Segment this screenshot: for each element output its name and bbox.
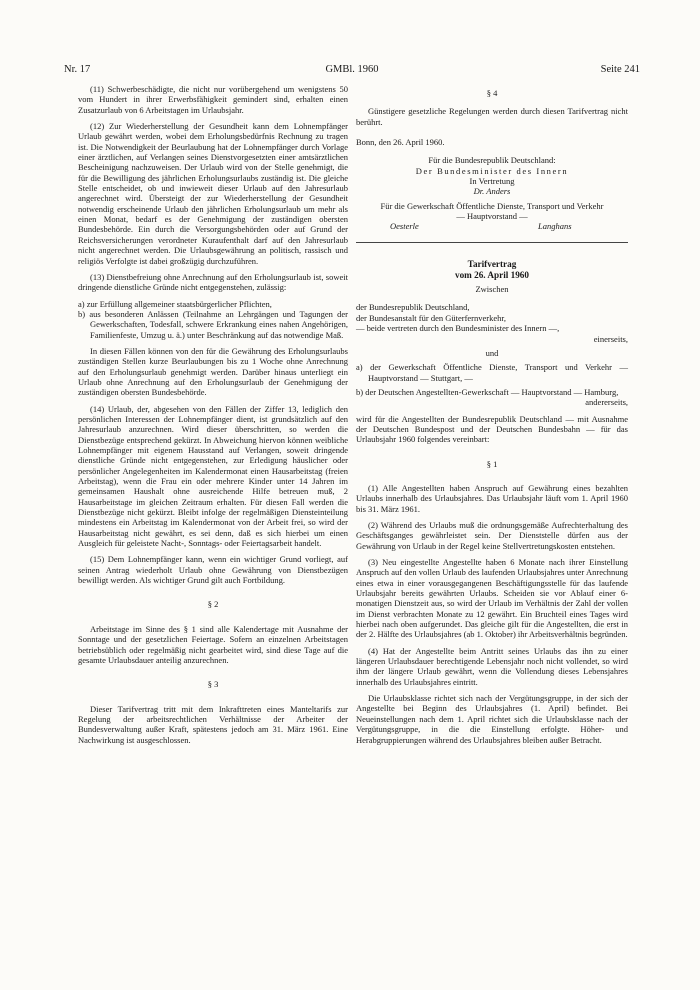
section-1-paragraph-2: (2) Während des Urlaubs muß die ordnungsgemäße Aufrechterhaltung des Geschäftsganges gewährleistet sein. Der Dienststelle dürfen aus der Gewährung von Urlaub in der Regel keine Stellvertretungskosten entstehen. xyxy=(356,519,628,551)
paragraph-13-item-a: a) zur Erfüllung allgemeiner staatsbürgerlicher Pflichten, xyxy=(78,298,272,309)
paragraph-11: (11) Schwerbeschädigte, die nicht nur vorübergehend um wenigstens 50 vom Hundert in ihrer Erwerbsfähigkeit gemindert sind, erhalten einen Zusatzurlaub von 6 Arbeitstagen im Urlaubsjahr. xyxy=(78,84,348,115)
section-3-text: Dieser Tarifvertrag tritt mit dem Inkrafttreten eines Manteltarifs zur Regelung der arbeitsrechtlichen Verhältnisse der Arbeiter der Bundesverwaltung außer Kraft, spätestens jedoch am 31. März 1961. Eine Nachwirkung ist ausgeschlossen. xyxy=(78,703,348,745)
page-number: Seite 241 xyxy=(600,64,640,75)
section-1-heading: § 1 xyxy=(486,458,498,469)
paragraph-12: (12) Zur Wiederherstellung der Gesundheit kann dem Lohnempfänger Urlaub gewährt werden, wobei dem Erholungsbedürfnis Rechnung zu tragen ist. Die Notwendigkeit der Beurlaubung hat der Lohnempfänger durch Vorlage einer ärztlichen, auf Verlangen seines Dienstvorgesetzten einer amtsärztlichen Bescheinigung nachzuweisen. Der Urlaub wird von der Stelle genehmigt, die für die Bewilligung des jährlichen Erholungsurlaubs zuständig ist. Die gleiche Stelle entscheidet, ob und inwieweit dieser Urlaub auf den Jahresurlaub angerechnet wird. Übersteigt der zur Wiederherstellung der Gesundheit notwendig erscheinende Urlaub den jährlichen Erholungsurlaub um mehr als einen Monat, bedarf es der Genehmigung der zuständigen obersten Bundesbehörde. Ein durch die Versorgungsbehörden oder auf Grund der Reichsversicherungen verordneter Kuraufenthalt darf auf den Jahresurlaub nicht angerechnet werden. Die Urlaubsgewährung an politisch, rassisch und religiös Verfolgte ist dabei großzügig durchzuführen. xyxy=(78,121,348,266)
signature-2-name-1: Oesterle xyxy=(390,221,419,232)
paragraph-15: (15) Dem Lohnempfänger kann, wenn ein wichtiger Grund vorliegt, auf seinen Antrag wiederholt Urlaub ohne Gewährung von Dienstbezügen bewilligt werden. Als wichtiger Grund gilt auch Fortbildung. xyxy=(78,554,348,586)
agreement-intro: wird für die Angestellten der Bundesrepublik Deutschland — mit Ausnahme der Deutschen Bundespost und der Deutschen Bundesbahn — für das Urlaubsjahr 1960 folgendes vereinbart: xyxy=(356,413,628,445)
signature-2-names xyxy=(356,221,628,232)
paragraph-13-continuation: In diesen Fällen können von den für die Gewährung des Erholungsurlaubs zuständigen Stellen kurze Beurlaubungen bis zu 1 Woche ohne Anrechnung auf den Erholungsurlaub genehmigt werden. Darüber hinaus unterliegt ein Urlaub ohne Anrechnung auf den Erholungsurlaub der Genehmigung der zuständigen obersten Bundesbehörde. xyxy=(78,345,348,398)
section-3-heading: § 3 xyxy=(207,679,219,690)
right-column xyxy=(356,84,628,751)
party-3: — beide vertreten durch den Bundesminister des Innern —, xyxy=(356,323,560,334)
page-header xyxy=(64,64,640,78)
signature-1-name: Dr. Anders xyxy=(473,186,511,197)
section-2-heading: § 2 xyxy=(207,599,219,610)
publication-name: GMBl. 1960 xyxy=(325,64,379,75)
section-1-paragraph-3: (3) Neu eingestellte Angestellte haben 6 Monate nach ihrer Einstellung Anspruch auf den vollen Urlaub des laufenden Urlaubsjahres unter Anrechnung eines etwa in einer vorausgegangenen Beschäftigungsstelle für das laufende Urlaubsjahr bereits gewährten Urlaubs. Scheiden sie vor Ablauf einer 6-monatigen Dienstzeit aus, so wird der Urlaub im Verhältnis der Zahl der vollen im Dienst verbrachten Monate zu 12 gewährt. Ein Bruchteil eines Tages wird hierbei nach oben aufgerundet. Das gleiche gilt für die Angestellten, die erst in der 2. Hälfte des Urlaubsjahres (ab 1. Oktober) ihr Arbeitsverhältnis begründen. xyxy=(356,557,628,640)
und-label: und xyxy=(485,347,499,358)
section-2-text: Arbeitstage im Sinne des § 1 sind alle Kalendertage mit Ausnahme der Sonntage und der gesetzlichen Feiertage. Sofern an einzelnen Arbeitstagen betriebsüblich oder regelmäßig nicht gearbeitet wird, sind diese Tage auf die gesamte Urlaubsdauer anteilig anzurechnen. xyxy=(78,623,348,665)
paragraph-14: (14) Urlaub, der, abgesehen von den Fällen der Ziffer 13, lediglich den persönlichen Interessen der Lohnempfänger dient, ist grundsätzlich auf den Jahresurlaub anzurechnen. Wird dieser überschritten, so werden die Dienstbezüge entsprechend gekürzt. In Abweichung hiervon können weibliche Lohnempfänger mit eigenem Hausstand auf Verlangen, soweit dringende dienstliche Gründe nicht entgegenstehen, zur Erledigung häuslicher oder persönlicher Angelegenheiten im Kalendermonat einen Hausarbeitstag (freien Arbeitstag), wenn die Frau ein oder mehrere Kinder unter 14 Jahren im gemeinsamen Haushalt ohne ausreichende Hilfe betreuen muß, 2 Hausarbeitstage im gleichen Zeitraum erhalten. Für diesen Fall werden die Dienstbezüge nicht gekürzt. Bleibt infolge der regelmäßigen Diensteinteilung mindestens ein Arbeitstag im Kalendermonat von der Arbeit frei, so wird der Hausarbeitstag nicht gewährt, es sei denn, daß es sich hierbei um einen Ausgleich für geleistete Nacht-, Sonntags- oder Feiertagsarbeit handelt. xyxy=(78,403,348,549)
section-1-paragraph-4: (4) Hat der Angestellte beim Antritt seines Urlaubs das ihn zu einer längeren Urlaubsdauer berechtigende Lebensjahr noch nicht vollendet, so wird ihm der längere Urlaub gewährt, wenn die Vollendung dieses Lebensjahres innerhalb des Urlaubsjahres eintritt. xyxy=(356,645,628,687)
section-4-heading: § 4 xyxy=(486,88,498,98)
signature-2-for: Für die Gewerkschaft Öffentliche Dienste, Transport und Verkehr xyxy=(380,200,604,211)
party-a: a) der Gewerkschaft Öffentliche Dienste, Transport und Verkehr — Hauptvorstand — Stuttgart, — xyxy=(356,362,628,383)
left-column xyxy=(78,84,348,751)
party-b: b) der Deutschen Angestellten-Gewerkschaft — Hauptvorstand — Hamburg, xyxy=(356,386,619,397)
signature-2-org: — Hauptvorstand — xyxy=(456,211,528,222)
signature-1-org: Der Bundesminister des Innern xyxy=(415,165,569,176)
section-1-paragraph-5: Die Urlaubsklasse richtet sich nach der Vergütungsgruppe, in der sich der Angestellte bei Beginn des Urlaubsjahres (1. April) befindet. Bei Neueinstellungen nach dem 1. April richtet sich die Urlaubsklasse nach der Vergütungsgruppe, in die die Einstellung erfolgte. Höher- und Herabgruppierungen während des Urlaubsjahres bleiben außer Betracht. xyxy=(356,693,628,745)
signature-2-name-2: Langhans xyxy=(538,221,572,232)
section-divider xyxy=(356,242,628,243)
agreement-date: vom 26. April 1960 xyxy=(454,269,529,280)
signature-1-for: Für die Bundesrepublik Deutschland: xyxy=(428,155,556,166)
andererseits-label: andererseits, xyxy=(585,397,628,408)
einerseits-label: einerseits, xyxy=(593,333,628,344)
issue-number: Nr. 17 xyxy=(64,64,91,75)
place-date: Bonn, den 26. April 1960. xyxy=(356,137,445,148)
section-4-text: Günstigere gesetzliche Regelungen werden durch diesen Tarifvertrag nicht berührt. xyxy=(356,106,628,127)
signature-1-representation: In Vertretung xyxy=(469,176,515,187)
between-label: Zwischen xyxy=(475,284,509,295)
paragraph-13: (13) Dienstbefreiung ohne Anrechnung auf den Erholungsurlaub ist, soweit dringende dienstliche Gründe nicht entgegenstehen, zulässig: xyxy=(78,271,348,293)
party-1: der Bundesrepublik Deutschland, xyxy=(356,302,470,313)
section-1-paragraph-1: (1) Alle Angestellten haben Anspruch auf Gewährung eines bezahlten Urlaubs innerhalb des Urlaubsjahres. Das Urlaubsjahr läuft vom 1. April 1960 bis 31. März 1961. xyxy=(356,482,628,514)
agreement-title: Tarifvertrag xyxy=(467,259,517,270)
party-2: der Bundesanstalt für den Güterfernverkehr, xyxy=(356,312,507,323)
paragraph-13-item-b: b) aus besonderen Anlässen (Teilnahme an Lehrgängen und Tagungen der Gewerkschaften, Todesfall, schwere Erkrankung eines nahen Angehörigen, Familienfeste, Umzug u. ä.) unter Beschränkung auf das notwendige Maß. xyxy=(78,308,348,340)
